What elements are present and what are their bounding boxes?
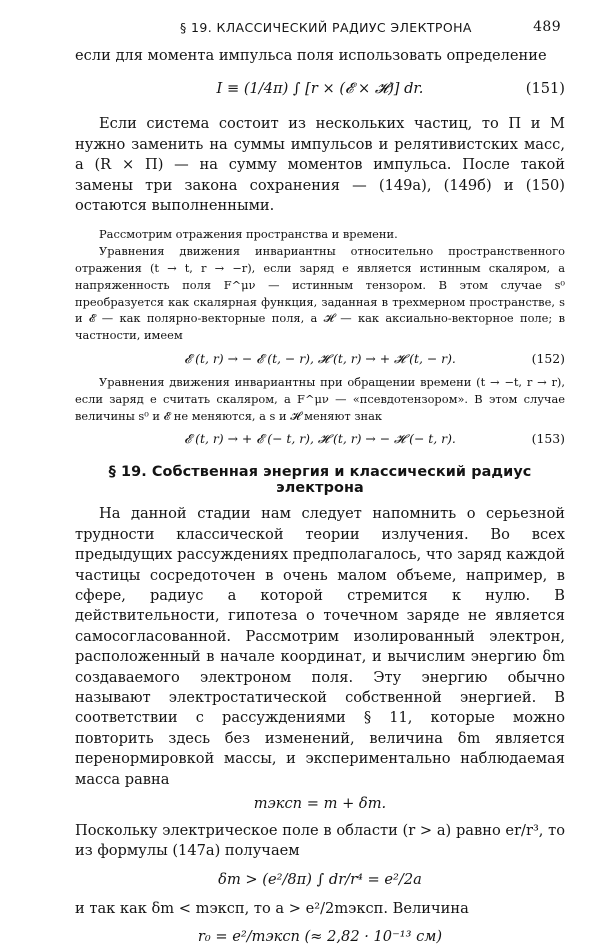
small-print-space-reflection: Уравнения движения инвариантны относительно пространственного отражения (t → t, r → −r), если заряд e является истинным скаляром, а напряженность поля F^μν — истинным тензором. В этом случае s⁰ преобразуется как скалярная функция, заданная в трехмерном пространстве, s и 𝓔 — как полярно-векторные поля, а 𝓗 — как аксиально-векторное поле; в частности, имеем	[75, 244, 565, 343]
equation-151-formula: I ≡ (1/4π) ∫ [r × (𝓔 × 𝓗)] dr.	[216, 80, 424, 98]
paragraph-intro: если для момента импульса поля использовать определение	[75, 47, 547, 64]
equation-mass: mэксп = m + δm.	[253, 795, 387, 813]
page-number: 489	[533, 19, 561, 35]
small-print-title: Рассмотрим отражения пространства и времени.	[99, 227, 398, 242]
equation-delta-m: δm > (e²/8π) ∫ dr/r⁴ = e²/2a	[218, 871, 422, 889]
small-print-block	[75, 226, 565, 450]
paragraph-conservation: Если система состоит из нескольких частиц, то Π и M нужно заменить на суммы импульсов и релятивистских масс, а (R × Π) — на сумму моментов импульса. После такой замены три закона сохранения — (149а), (149б) и (150) остаются выполненными.	[75, 115, 565, 215]
page-header	[75, 18, 565, 40]
paragraph-radius: и так как δm < mэксп, то a > e²/2mэксп. Величина	[75, 900, 469, 918]
equation-153-number: (153)	[531, 431, 565, 447]
equation-153	[75, 428, 565, 450]
section-heading: § 19. Собственная энергия и классический радиус электрона	[108, 464, 532, 497]
equation-153-formula: 𝓔 (t, r) → + 𝓔 (− t, r), 𝓗 (t, r) → − 𝓗 (− t, r).	[184, 431, 456, 447]
book-page	[75, 18, 565, 950]
equation-classical-radius: r₀ = e²/mэксп (≈ 2,82 · 10⁻¹³ см)	[197, 927, 443, 945]
running-title: § 19. КЛАССИЧЕСКИЙ РАДИУС ЭЛЕКТРОНА	[180, 20, 472, 35]
small-print-time-reversal: Уравнения движения инвариантны при обращении времени (t → −t, r → r), если заряд e считать скаляром, а F^μν — «псевдотензором». В этом случае величины s⁰ и 𝓔 не меняются, а s и 𝓗 меняют знак	[75, 375, 565, 423]
equation-151-number: (151)	[525, 80, 565, 98]
equation-152-number: (152)	[531, 351, 565, 367]
paragraph-self-energy: На данной стадии нам следует напомнить о серьезной трудности классической теории излучения. Во всех предыдущих рассуждениях предполагалось, что заряд каждой частицы сосредоточен в очень малом объеме, например, в сфере, радиус a которой стремится к нулю. В действительности, гипотеза о точечном заряде не является самосогласованной. Рассмотрим изолированный электрон, расположенный в начале координат, и вычислим энергию δm создаваемого электроном поля. Эту энергию обычно называют электростатической собственной энергией. В соответствии с рассуждениями § 11, которые можно повторить здесь без изменений, величина δm является перенормировкой массы, и экспериментально наблюдаемая масса равна	[75, 505, 565, 788]
equation-152-formula: 𝓔 (t, r) → − 𝓔 (t, − r), 𝓗 (t, r) → + 𝓗 (t, − r).	[184, 351, 456, 367]
paragraph-field: Поскольку электрическое поле в области (r > a) равно er/r³, то из формулы (147а) получаем	[75, 821, 565, 859]
equation-151	[75, 72, 565, 106]
equation-152	[75, 348, 565, 370]
